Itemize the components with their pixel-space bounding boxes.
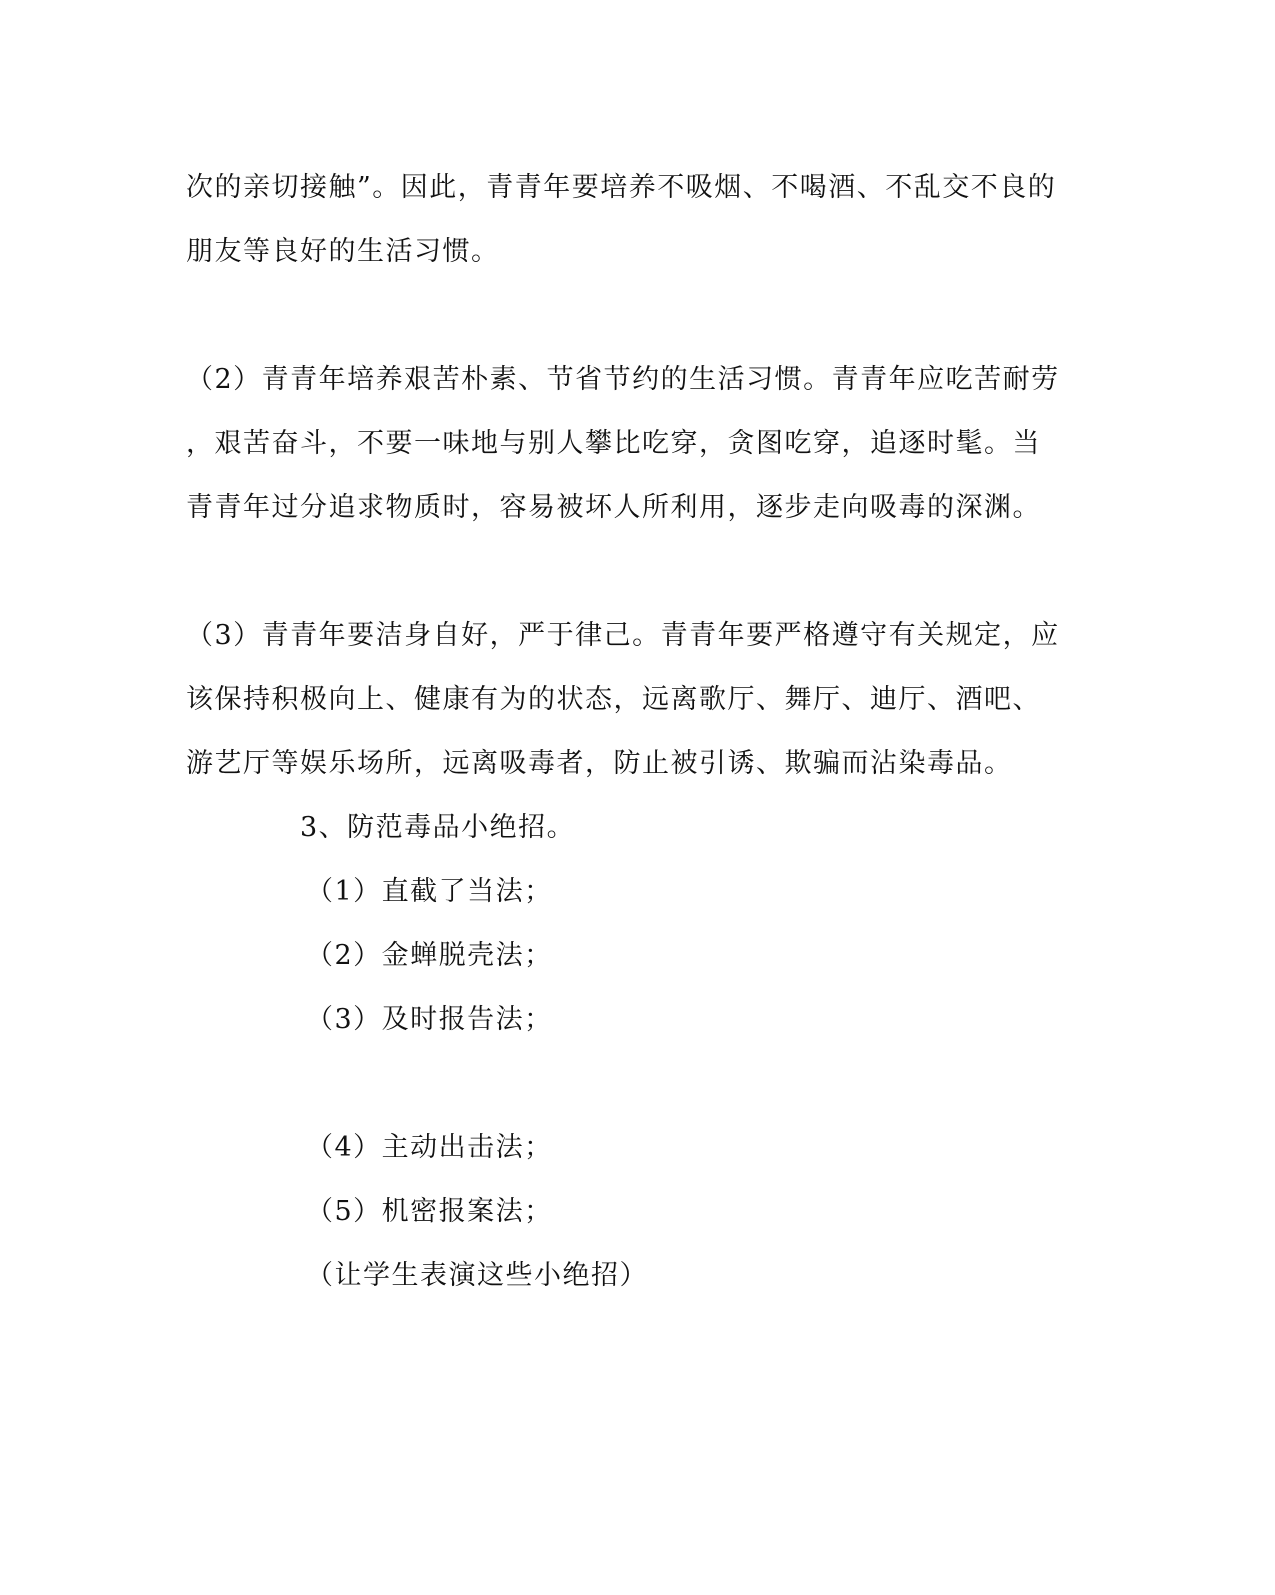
paragraph-3-line-1: （3）青青年要洁身自好，严于律己。青青年要严格遵守有关规定，应	[186, 620, 1060, 651]
paragraph-3-line-2: 该保持积极向上、健康有为的状态，远离歌厅、舞厅、迪厅、酒吧、	[186, 684, 1041, 715]
paragraph-1-line-2: 朋友等良好的生活习惯。	[186, 236, 500, 267]
tip-item: （1）直截了当法；	[306, 876, 553, 907]
paragraph-1-line-1: 次的亲切接触”。因此，青青年要培养不吸烟、不喝酒、不乱交不良的	[186, 172, 1057, 203]
paragraph-2-line-1: （2）青青年培养艰苦朴素、节省节约的生活习惯。青青年应吃苦耐劳	[186, 364, 1060, 395]
paragraph-3-line-3: 游艺厅等娱乐场所，远离吸毒者，防止被引诱、欺骗而沾染毒品。	[186, 748, 1013, 779]
tip-item: （5）机密报案法；	[306, 1196, 553, 1227]
activity-note: （让学生表演这些小绝招）	[306, 1260, 648, 1291]
section-heading: 3、防范毒品小绝招。	[300, 812, 576, 843]
paragraph-2-line-3: 青青年过分追求物质时，容易被坏人所利用，逐步走向吸毒的深渊。	[186, 492, 1041, 523]
paragraph-2-line-2: ，艰苦奋斗，不要一味地与别人攀比吃穿，贪图吃穿，追逐时髦。当	[186, 428, 1041, 459]
tip-item: （3）及时报告法；	[306, 1004, 553, 1035]
tip-item: （2）金蝉脱壳法；	[306, 940, 553, 971]
tip-item: （4）主动出击法；	[306, 1132, 553, 1163]
